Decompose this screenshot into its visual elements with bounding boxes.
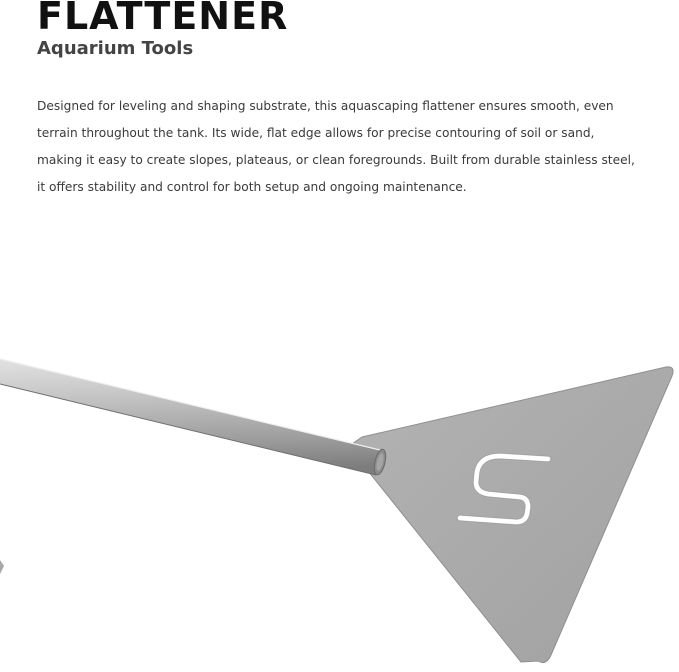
- product-description: Designed for leveling and shaping substrate, this aquascaping flattener ensures smooth, even terrain throughout the tank. Its wide, flat edge allows for precise contouring of soil or sand, making it easy to create slopes, plateaus, or clean foregrounds. Built from durable stainless steel, it offers stability and control for both setup and ongoing maintenance.: [37, 99, 635, 194]
- flattener-blade: [352, 367, 673, 663]
- page-title: FLATTENER: [37, 0, 289, 38]
- page-subtitle: Aquarium Tools: [37, 38, 194, 59]
- flattener-rod: [0, 359, 380, 475]
- tool-fragment: [0, 560, 4, 574]
